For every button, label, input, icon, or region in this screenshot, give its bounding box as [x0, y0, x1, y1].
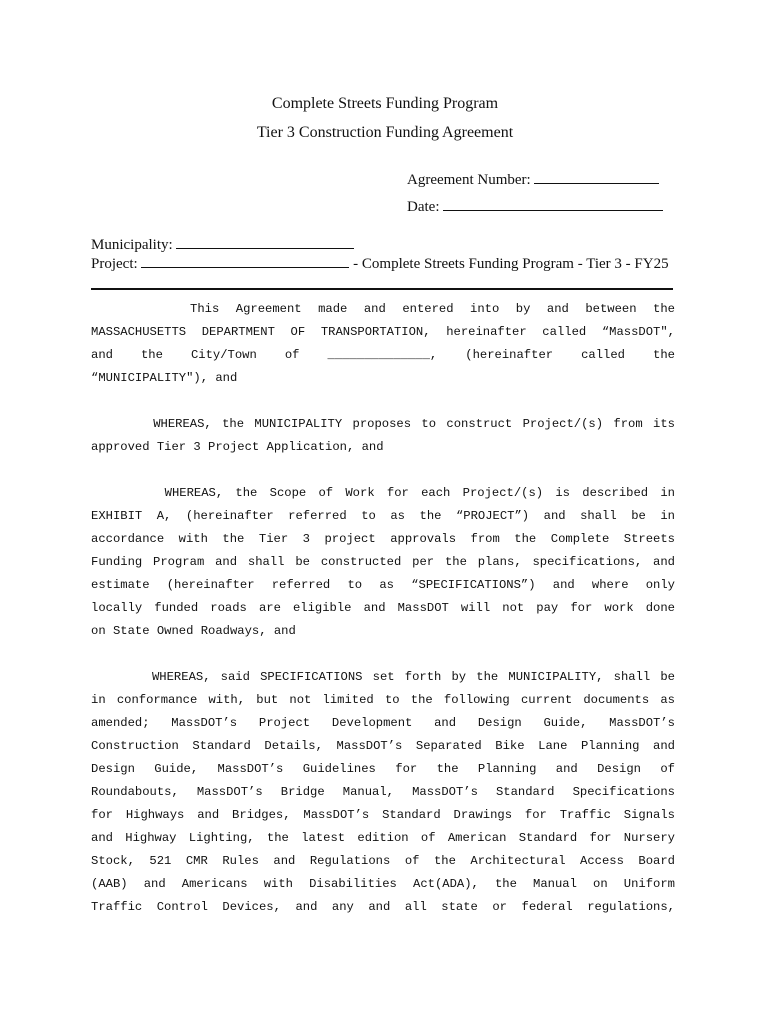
text-line: “MUNICIPALITY"), and	[91, 371, 238, 385]
project-blank	[141, 253, 349, 268]
agreement-number-label: Agreement Number:	[407, 172, 531, 188]
project-label: Project:	[91, 256, 138, 272]
municipality-label: Municipality:	[91, 237, 173, 253]
project-line	[91, 253, 669, 274]
text-line: amended; MassDOT’s Project Development and Design Guide, MassDOT’s	[91, 716, 675, 730]
agreement-intro-paragraph	[91, 298, 675, 390]
text-line: on State Owned Roadways, and	[91, 624, 296, 638]
text-line: Roundabouts, MassDOT’s Bridge Manual, MassDOT’s Standard Specifications	[91, 785, 675, 799]
date-blank	[443, 196, 663, 211]
text-line: for Highways and Bridges, MassDOT’s Standard Drawings for Traffic Signals	[91, 808, 675, 822]
text-line: (AAB) and Americans with Disabilities Act(ADA), the Manual on Uniform	[91, 877, 675, 891]
whereas-paragraph-1	[91, 413, 675, 459]
text-line: and the City/Town of ______________, (hereinafter called the	[91, 348, 675, 362]
document-subtitle: Tier 3 Construction Funding Agreement	[256, 124, 514, 141]
text-line: Funding Program and shall be constructed per the plans, specifications, and	[91, 555, 675, 569]
agreement-number-line	[407, 169, 659, 190]
text-line: Traffic Control Devices, and any and all state or federal regulations,	[91, 900, 675, 914]
date-line	[407, 196, 663, 217]
text-line: locally funded roads are eligible and MassDOT will not pay for work done	[91, 601, 675, 615]
text-line: EXHIBIT A, (hereinafter referred to as the “PROJECT”) and shall be in	[91, 509, 675, 523]
text-line: WHEREAS, the Scope of Work for each Project/(s) is described in	[91, 486, 675, 500]
text-line: and Highway Lighting, the latest edition of American Standard for Nursery	[91, 831, 675, 845]
text-line: Construction Standard Details, MassDOT’s Separated Bike Lane Planning and	[91, 739, 675, 753]
text-line: Design Guide, MassDOT’s Guidelines for the Planning and Design of	[91, 762, 675, 776]
municipality-blank	[176, 234, 354, 249]
header-divider	[91, 288, 673, 290]
project-suffix: - Complete Streets Funding Program - Tier 3 - FY25	[353, 256, 669, 272]
whereas-paragraph-3	[91, 666, 675, 919]
text-line: MASSACHUSETTS DEPARTMENT OF TRANSPORTATION, hereinafter called “MassDOT",	[91, 325, 675, 339]
text-line: This Agreement made and entered into by and between the	[91, 302, 675, 316]
date-label: Date:	[407, 199, 440, 215]
text-line: estimate (hereinafter referred to as “SPECIFICATIONS”) and where only	[91, 578, 675, 592]
text-line: approved Tier 3 Project Application, and	[91, 440, 384, 454]
agreement-number-blank	[534, 169, 659, 184]
text-line: Stock, 521 CMR Rules and Regulations of the Architectural Access Board	[91, 854, 675, 868]
document-title: Complete Streets Funding Program	[271, 95, 499, 112]
text-line: accordance with the Tier 3 project approvals from the Complete Streets	[91, 532, 675, 546]
text-line: in conformance with, but not limited to the following current documents as	[91, 693, 675, 707]
text-line: WHEREAS, the MUNICIPALITY proposes to construct Project/(s) from its	[91, 417, 675, 431]
text-line: WHEREAS, said SPECIFICATIONS set forth by the MUNICIPALITY, shall be	[91, 670, 675, 684]
municipality-line	[91, 234, 354, 255]
whereas-paragraph-2	[91, 482, 675, 643]
